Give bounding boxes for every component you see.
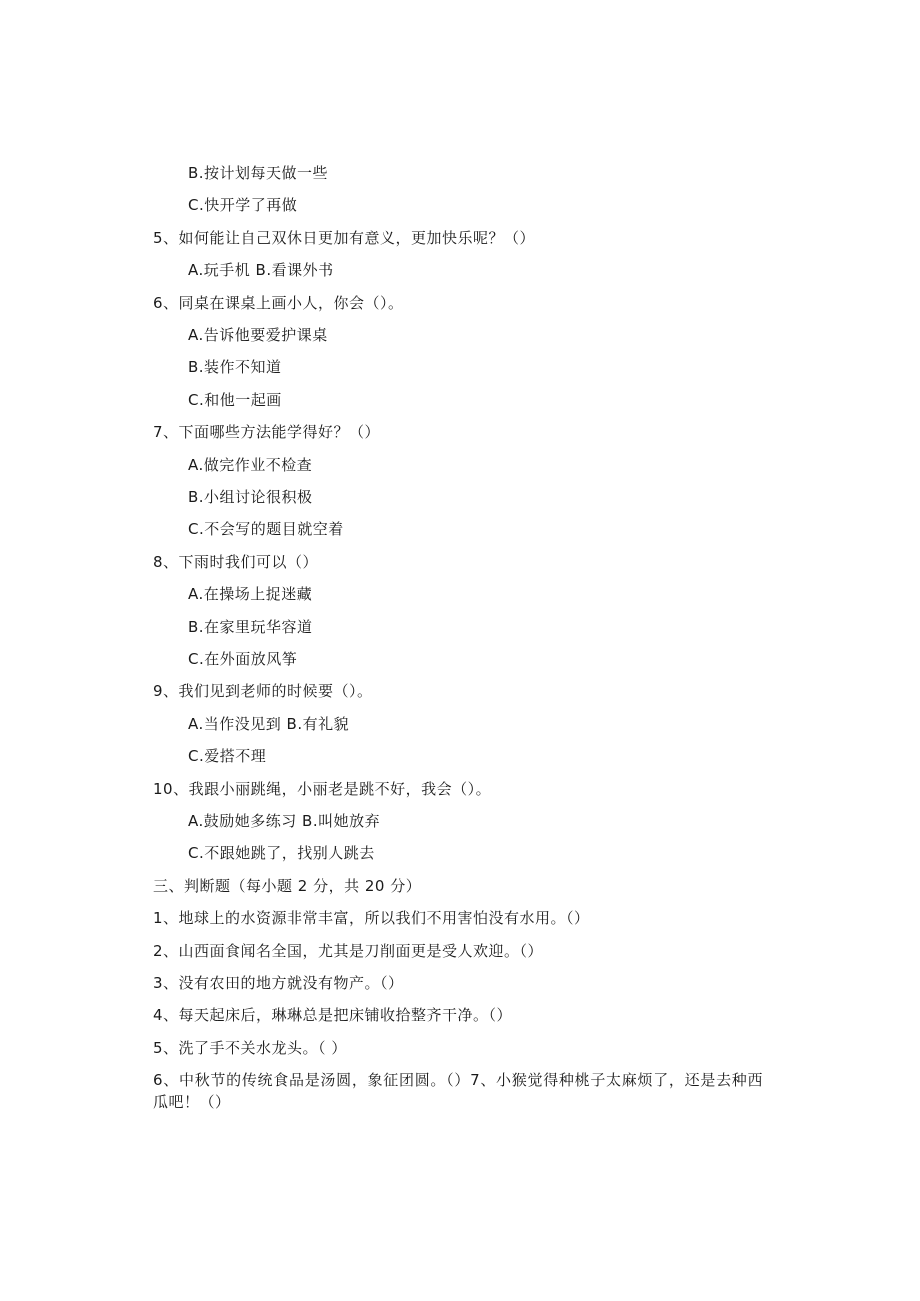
q9-options-ab: A.当作没见到 B.有礼貌 — [188, 715, 350, 733]
q4-option-c: C.快开学了再做 — [188, 196, 298, 214]
tf-question-2: 2、山西面食闻名全国，尤其是刀削面更是受人欢迎。（） — [153, 942, 544, 960]
q7-option-a: A.做完作业不检查 — [188, 456, 313, 474]
tf-question-1: 1、地球上的水资源非常丰富，所以我们不用害怕没有水用。（） — [153, 909, 590, 927]
q7-option-b: B.小组讨论很积极 — [188, 488, 313, 506]
q6-option-c: C.和他一起画 — [188, 391, 282, 409]
question-8: 8、下雨时我们可以（） — [153, 553, 319, 571]
tf-question-4: 4、每天起床后，琳琳总是把床铺收拾整齐干净。（） — [153, 1006, 513, 1024]
question-6: 6、同桌在课桌上画小人，你会（）。 — [153, 294, 404, 312]
q8-option-a: A.在操场上捉迷藏 — [188, 585, 313, 603]
q6-option-b: B.装作不知道 — [188, 358, 282, 376]
tf-question-5: 5、洗了手不关水龙头。（ ） — [153, 1039, 347, 1057]
q4-option-b: B.按计划每天做一些 — [188, 164, 329, 182]
q10-option-c: C.不跟她跳了，找别人跳去 — [188, 844, 375, 862]
section-heading: 三、判断题（每小题 2 分，共 20 分） — [153, 877, 422, 895]
q5-options: A.玩手机 B.看课外书 — [188, 261, 334, 279]
question-10: 10、我跟小丽跳绳，小丽老是跳不好，我会（）。 — [153, 780, 492, 798]
tf-question-3: 3、没有农田的地方就没有物产。（） — [153, 974, 404, 992]
q9-option-c: C.爱搭不理 — [188, 747, 267, 765]
q7-option-c: C.不会写的题目就空着 — [188, 520, 344, 538]
question-5: 5、如何能让自己双休日更加有意义，更加快乐呢？（） — [153, 229, 536, 247]
q6-option-a: A.告诉他要爱护课桌 — [188, 326, 328, 344]
question-7: 7、下面哪些方法能学得好？（） — [153, 423, 381, 441]
q8-option-b: B.在家里玩华容道 — [188, 618, 313, 636]
q8-option-c: C.在外面放风筝 — [188, 650, 298, 668]
question-9: 9、我们见到老师的时候要（）。 — [153, 682, 373, 700]
tf-question-6-7: 6、中秋节的传统食品是汤圆，象征团圆。（）7、小猴觉得种桃子太麻烦了，还是去种西瓜吧！（） — [153, 1071, 763, 1111]
q10-options-ab: A.鼓励她多练习 B.叫她放弃 — [188, 812, 381, 830]
